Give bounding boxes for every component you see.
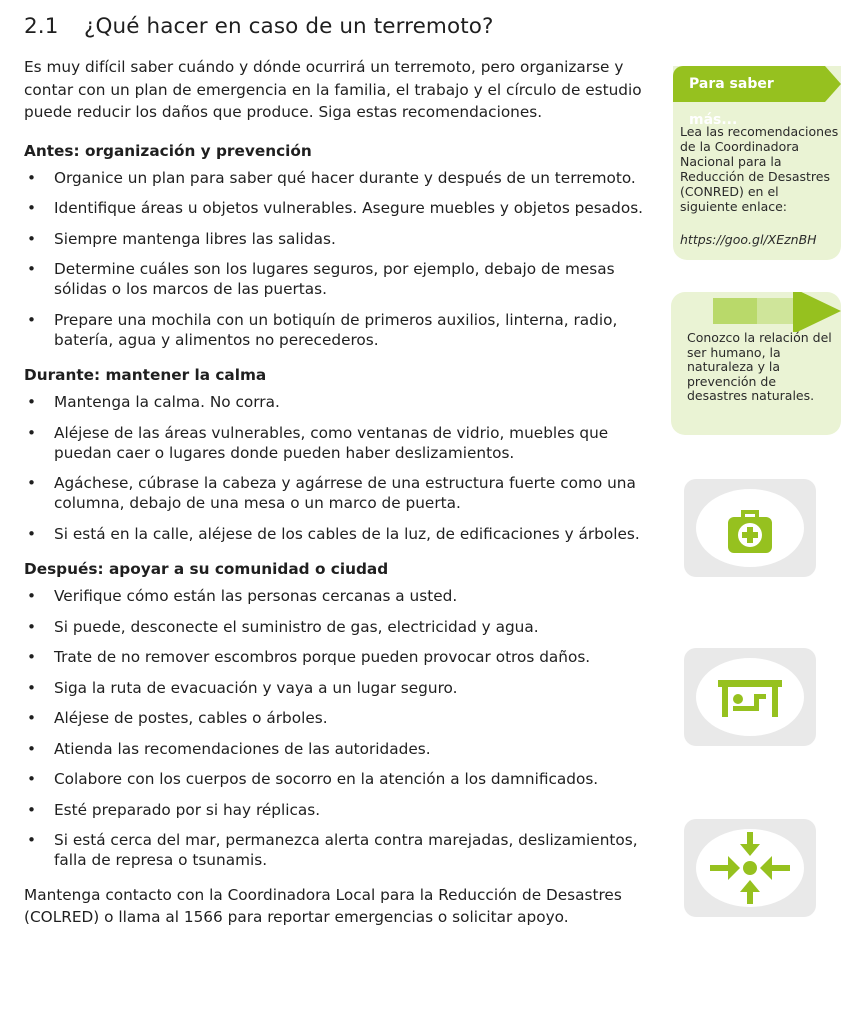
- list-item: • Aléjese de postes, cables o árboles.: [24, 708, 654, 728]
- list-item: • Agáchese, cúbrase la cabeza y agárrese de una estructura fuerte como una columna, debajo de una mesa o un marco de puerta.: [24, 473, 654, 513]
- main-content: [24, 14, 654, 943]
- intro-paragraph: Es muy difícil saber cuándo y dónde ocurrirá un terremoto, pero organizarse y contar con un plan de emergencia en la familia, el trabajo y el círculo de estudio puede reducir los daños que produce. Siga estas recomendaciones.: [24, 58, 642, 121]
- list-item: • Identifique áreas u objetos vulnerables. Asegure muebles y objetos pesados.: [24, 198, 654, 218]
- section-number: 2.1: [24, 14, 59, 39]
- list-item: • Siga la ruta de evacuación y vaya a un lugar seguro.: [24, 678, 654, 698]
- list-item: • Colabore con los cuerpos de socorro en la atención a los damnificados.: [24, 769, 654, 789]
- info-tab: Para saber más...: [673, 66, 825, 102]
- section-title: [24, 14, 654, 39]
- list-item: • Determine cuáles son los lugares seguros, por ejemplo, debajo de mesas sólidas o los marcos de las puertas.: [24, 259, 654, 299]
- despues-list: [24, 586, 654, 870]
- list-item: • Organice un plan para saber qué hacer durante y después de un terremoto.: [24, 168, 654, 188]
- list-item: • Mantenga la calma. No corra.: [24, 392, 654, 412]
- footer-paragraph: Mantenga contacto con la Coordinadora Local para la Reducción de Desastres (COLRED) o llama al 1566 para reportar emergencias o solicitar apoyo.: [24, 886, 622, 926]
- first-aid-tile: [684, 479, 816, 577]
- competency-text: Conozco la relación del ser humano, la naturaleza y la prevención de desastres naturales.: [687, 330, 832, 403]
- durante-list: [24, 392, 654, 544]
- antes-heading: Antes: organización y prevención: [24, 141, 312, 160]
- list-item: • Atienda las recomendaciones de las autoridades.: [24, 739, 654, 759]
- list-item: • Si está en la calle, aléjese de los cables de la luz, de edificaciones y árboles.: [24, 524, 654, 544]
- despues-heading: Después: apoyar a su comunidad o ciudad: [24, 560, 389, 578]
- assembly-tile: [684, 819, 816, 917]
- info-box: [673, 66, 841, 260]
- list-item: • Prepare una mochila con un botiquín de primeros auxilios, linterna, radio, batería, agua y alimentos no perecederos.: [24, 310, 654, 350]
- competency-box: [671, 292, 841, 435]
- antes-list: [24, 168, 654, 350]
- list-item: • Si está cerca del mar, permanezca alerta contra marejadas, deslizamientos, falla de represa o tsunamis.: [24, 830, 654, 870]
- shelter-tile: [684, 648, 816, 746]
- table-shelter-icon: [714, 672, 786, 722]
- list-item: • Siempre mantenga libres las salidas.: [24, 229, 654, 249]
- info-text: Lea las recomendaciones de la Coordinadora Nacional para la Reducción de Desastres (CONRED) en el siguiente enlace:: [680, 124, 839, 214]
- list-item: • Aléjese de las áreas vulnerables, como ventanas de vidrio, muebles que puedan caer o lugares donde pueden haber deslizamientos.: [24, 423, 654, 463]
- list-item: • Si puede, desconecte el suministro de gas, electricidad y agua.: [24, 617, 654, 637]
- arrow-right-icon: [671, 292, 841, 332]
- info-link[interactable]: https://goo.gl/XEznBH: [680, 232, 817, 247]
- first-aid-kit-icon: [720, 498, 780, 558]
- list-item: • Esté preparado por si hay réplicas.: [24, 800, 654, 820]
- section-title-text: ¿Qué hacer en caso de un terremoto?: [84, 14, 494, 39]
- assembly-point-icon: [706, 832, 794, 904]
- list-item: • Trate de no remover escombros porque pueden provocar otros daños.: [24, 647, 654, 667]
- list-item: • Verifique cómo están las personas cercanas a usted.: [24, 586, 654, 606]
- durante-heading: Durante: mantener la calma: [24, 366, 267, 384]
